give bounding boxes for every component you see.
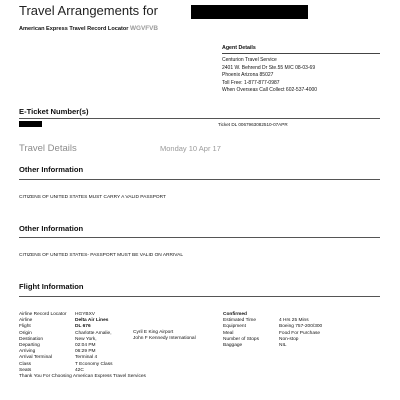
flight-label: Airline <box>19 318 33 324</box>
agent-line: When Overseas Call Collect 602-537-4000 <box>222 87 318 94</box>
flight-value: 06:29 PM <box>75 349 96 355</box>
flight-label: Origin <box>19 330 32 336</box>
thanks-text: Thank You For Choosing American Express Travel Services <box>19 373 146 379</box>
other-info-heading-2: Other Information <box>19 224 84 233</box>
flight-value: Delta Air Lines <box>75 318 109 324</box>
redacted-ticket <box>19 121 42 127</box>
flight-right-value: Food For Purchase <box>279 330 321 336</box>
flight-value: HGYBXV <box>75 312 95 317</box>
record-locator-label: American Express Travel Record Locator <box>19 26 129 32</box>
agent-details-heading: Agent Details <box>222 45 256 51</box>
ticket-number: Ticket DL 0067963082510-07APR <box>218 122 288 127</box>
airport-names <box>133 330 196 342</box>
flight-right-value: Boeing 757-200/300 <box>279 324 323 330</box>
flight-value: 42C <box>75 367 84 373</box>
flight-value: DL 676 <box>75 324 91 330</box>
flight-label: Class <box>19 361 31 367</box>
agent-line: Centurion Travel Service <box>222 57 277 63</box>
flight-label: Airline Record Locator <box>19 312 67 317</box>
eticket-heading: E-Ticket Number(s) <box>19 107 89 116</box>
record-locator-line <box>19 25 158 32</box>
flight-right-label: Equipment <box>223 324 246 330</box>
destination-airport: John F Kennedy International <box>133 336 196 342</box>
agent-details-block <box>222 57 317 95</box>
flight-info-divider <box>19 296 380 297</box>
flight-label: Departing <box>19 342 40 348</box>
flight-right-labels <box>223 312 259 349</box>
origin-airport: Cyril E King Airport <box>133 330 174 335</box>
flight-right-label: Baggage <box>223 342 243 348</box>
flight-info-heading: Flight Information <box>19 282 84 291</box>
record-locator-value: WGVFVB <box>130 25 159 32</box>
page-title: Travel Arrangements for <box>19 3 158 18</box>
flight-label: Destination <box>19 336 43 342</box>
flight-right-values <box>279 312 322 349</box>
flight-label: Seats <box>19 367 32 373</box>
other-info-divider-2 <box>19 237 380 238</box>
flight-values <box>75 312 113 374</box>
flight-right-label: Meal <box>223 330 234 336</box>
eticket-divider <box>19 118 380 119</box>
other-info-text: CITIZENS OF UNITED STATES MUST CARRY A VALID PASSPORT <box>19 195 166 200</box>
other-info-text-2: CITIZENS OF UNITED STATES- PASSPORT MUST BE VALID ON ARRIVAL <box>19 253 184 258</box>
flight-label: Arrival Terminal <box>19 355 52 361</box>
flight-right-label: Estimated Time <box>223 318 257 324</box>
flight-label: Arriving <box>19 349 36 355</box>
flight-value: New York, <box>75 336 97 342</box>
travel-details-heading: Travel Details <box>19 143 77 154</box>
agent-divider <box>222 53 380 54</box>
other-info-divider <box>19 179 380 180</box>
agent-line: Toll Free: 1-877-877-0987 <box>222 79 280 86</box>
flight-right-value: Non-stop <box>279 336 299 342</box>
agent-line: 2401 W. Behrend Dr Ste.55 M/C 08-03-69 <box>222 64 316 71</box>
flight-right-value: 4 Hrs 25 Mins <box>279 318 309 324</box>
flight-value: Terminal 4 <box>75 355 98 361</box>
flight-value: 02:04 PM <box>75 342 96 348</box>
flight-value: Charlotte Amalie, <box>75 330 112 336</box>
flight-right-label: Number of Stops <box>223 336 259 342</box>
flight-status: Confirmed <box>223 312 247 317</box>
other-info-heading: Other Information <box>19 165 84 174</box>
travel-date: Monday 10 Apr 17 <box>160 144 221 153</box>
agent-line: Phoenix Arizona 85027 <box>222 72 274 79</box>
flight-value: T Economy Class <box>75 361 113 367</box>
flight-label: Flight <box>19 324 31 330</box>
flight-right-value: NIL <box>279 342 287 348</box>
redacted-name <box>191 5 308 19</box>
